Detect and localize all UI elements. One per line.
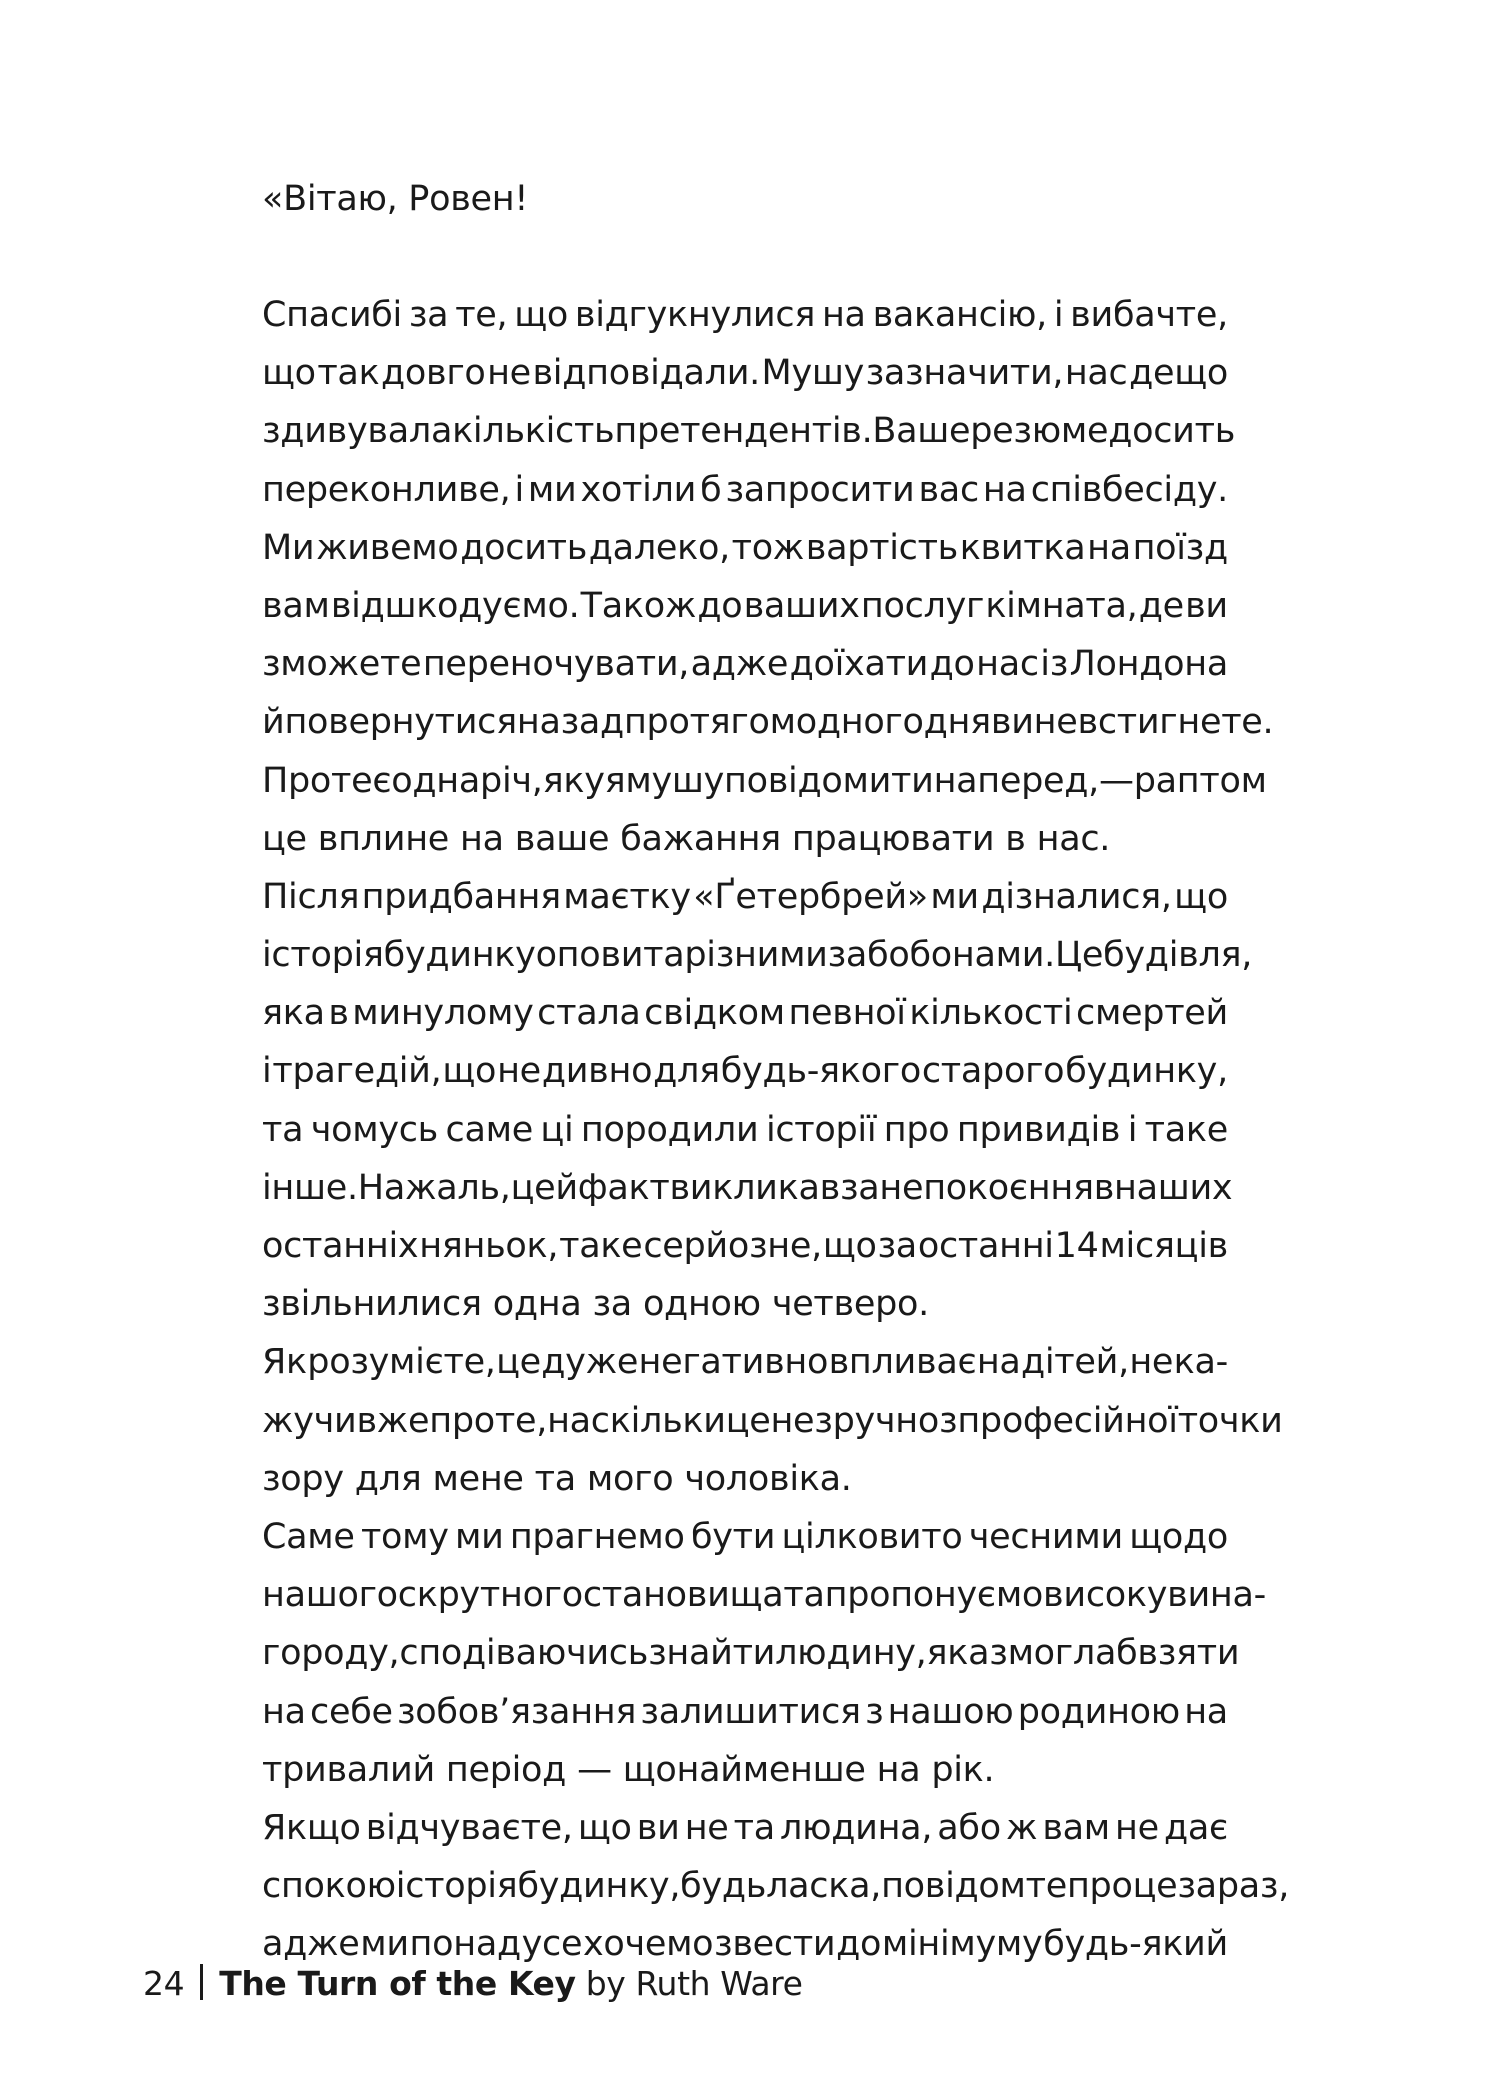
text-line: Як розумієте, це дуже негативно впливає на дітей, не ка- [262, 1342, 1228, 1383]
text-line: Після придбання маєтку «Ґетербрей» ми дізналися, що [262, 876, 1228, 917]
text-line: яка в минулому стала свідком певної кількості смертей [262, 993, 1228, 1034]
letter-body [262, 286, 1290, 1973]
text-line: нашого скрутного становища та пропонуємо високу вина- [262, 1575, 1266, 1616]
text-line: Якщо відчуваєте, що ви не та людина, або ж вам не дає [262, 1807, 1228, 1848]
footer-separator [200, 1964, 203, 2000]
text-line: звільнилися одна за одною четверо. [262, 1284, 929, 1325]
text-line: переконливе, і ми хотіли б запросити вас на співбесіду. [262, 469, 1228, 510]
page-footer [143, 1962, 803, 2006]
text-line: це вплине на ваше бажання працювати в нас. [262, 818, 1111, 859]
letter-greeting: «Вітаю, Ровен! [262, 179, 529, 219]
book-title: The Turn of the Key [219, 1964, 576, 2003]
text-line: Проте є одна річ, яку я мушу повідомити наперед, — раптом [262, 760, 1267, 801]
text-line: Спасибі за те, що відгукнулися на вакансію, і вибачте, [262, 295, 1228, 335]
text-line: історія будинку оповита різними забобонами. Це будівля, [262, 935, 1253, 976]
text-line: і трагедій, що не дивно для будь-якого старого будинку, [262, 1051, 1228, 1092]
text-line: зору для мене та мого чоловіка. [262, 1458, 852, 1499]
text-line: здивувала кількість претендентів. Ваше резюме досить [262, 411, 1236, 452]
text-line: городу, сподіваючись знайти людину, яка змогла б взяти [262, 1633, 1240, 1674]
text-line: Ми живемо досить далеко, тож вартість квитка на поїзд [262, 527, 1228, 568]
text-line: адже ми понад усе хочемо звести до мінімуму будь-який [262, 1924, 1228, 1965]
text-line: на себе зобов’язання залишитися з нашою родиною на [262, 1691, 1228, 1732]
text-line: жучи вже про те, наскільки це незручно з професійної точки [262, 1400, 1283, 1441]
text-line: й повернутися назад протягом одного дня ви не встигнете. [262, 702, 1274, 743]
text-line: зможете переночувати, адже доїхати до нас із Лондона [262, 644, 1228, 685]
text-line: вам відшкодуємо. Також до ваших послуг кімната, де ви [262, 585, 1228, 626]
text-line: інше. На жаль, цей факт викликав занепокоєння в наших [262, 1167, 1233, 1208]
text-line: спокою історія будинку, будь ласка, повідомте про це зараз, [262, 1866, 1290, 1907]
page-number: 24 [143, 1964, 185, 2003]
text-line: останніх няньок, таке серйозне, що за останні 14 місяців [262, 1226, 1228, 1266]
text-line: та чомусь саме ці породили історії про привидів і таке [262, 1109, 1228, 1150]
text-line: Саме тому ми прагнемо бути цілковито чесними щодо [262, 1516, 1228, 1557]
letter-text [262, 170, 1290, 1973]
text-line: що так довго не відповідали. Мушу зазначити, нас дещо [262, 353, 1228, 394]
text-line: тривалий період — щонайменше на рік. [262, 1749, 995, 1790]
book-author: by Ruth Ware [575, 1964, 803, 2003]
